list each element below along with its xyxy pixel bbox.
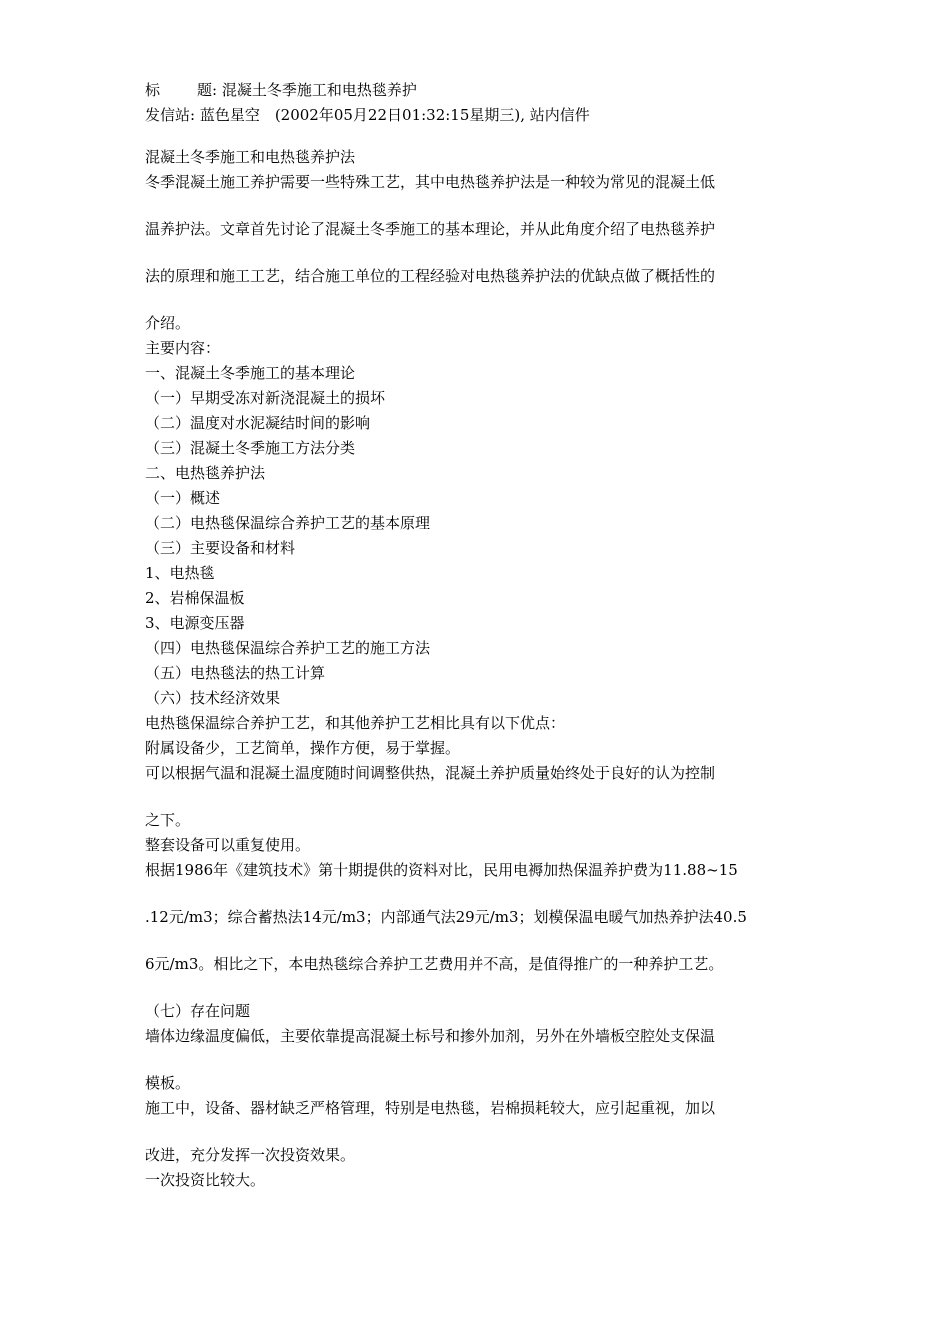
issue-line: 墙体边缘温度偏低，主要依靠提高混凝土标号和掺外加剂，另外在外墙板空腔处支保温 [145, 1027, 716, 1045]
title-value: 混凝土冬季施工和电热毯养护 [221, 81, 417, 99]
intro-line: 法的原理和施工工艺，结合施工单位的工程经验对电热毯养护法的优缺点做了概括性的 [145, 267, 716, 285]
issue-line: 一次投资比较大。 [145, 1171, 266, 1189]
advantage-line: 之下。 [145, 811, 191, 829]
outline-item: 主要内容： [145, 339, 221, 357]
issue-line: 改进，充分发挥一次投资效果。 [145, 1146, 356, 1164]
outline-item: 2、岩棉保温板 [145, 589, 245, 607]
outline-item: （二）温度对水泥凝结时间的影响 [145, 414, 371, 432]
outline-item: （三）主要设备和材料 [145, 539, 296, 557]
outline-item: （三）混凝土冬季施工方法分类 [145, 439, 356, 457]
outline-item: 3、电源变压器 [145, 614, 245, 632]
outline-item: （二）电热毯保温综合养护工艺的基本原理 [145, 514, 431, 532]
intro-line: 介绍。 [145, 314, 191, 332]
outline-item: （六）技术经济效果 [145, 689, 281, 707]
intro-line: 冬季混凝土施工养护需要一些特殊工艺，其中电热毯养护法是一种较为常见的混凝土低 [145, 173, 716, 191]
document-page [145, 78, 805, 1193]
outline-item: （五）电热毯法的热工计算 [145, 664, 326, 682]
outline-item: （四）电热毯保温综合养护工艺的施工方法 [145, 639, 431, 657]
cost-line: 根据1986年《建筑技术》第十期提供的资料对比，民用电褥加热保温养护费为11.88~15 [145, 861, 738, 879]
advantage-line: 可以根据气温和混凝土温度随时间调整供热，混凝土养护质量始终处于良好的认为控制 [145, 764, 716, 782]
advantage-line: 整套设备可以重复使用。 [145, 836, 311, 854]
issue-line: 模板。 [145, 1074, 191, 1092]
outline-item: （一）概述 [145, 489, 221, 507]
intro-line: 温养护法。文章首先讨论了混凝土冬季施工的基本理论，并从此角度介绍了电热毯养护 [145, 220, 716, 238]
issue-line: 施工中，设备、器材缺乏严格管理，特别是电热毯，岩棉损耗较大，应引起重视，加以 [145, 1099, 716, 1117]
outline-item: 一、混凝土冬季施工的基本理论 [145, 364, 356, 382]
from-line: 发信站: 蓝色星空 (2002年05月22日01:32:15星期三), 站内信件 [145, 106, 590, 124]
outline-item: 二、电热毯养护法 [145, 464, 266, 482]
title-line [145, 78, 805, 103]
cost-line: 6元/m3。相比之下，本电热毯综合养护工艺费用并不高，是值得推广的一种养护工艺。 [145, 955, 724, 973]
article-heading: 混凝土冬季施工和电热毯养护法 [145, 148, 356, 166]
outline-item: 电热毯保温综合养护工艺，和其他养护工艺相比具有以下优点： [145, 714, 566, 732]
cost-line: .12元/m3；综合蓄热法14元/m3；内部通气法29元/m3；划模保温电暖气加热养护法40.5 [145, 908, 747, 926]
issues-heading: （七）存在问题 [145, 1002, 251, 1020]
title-label-a: 标 [145, 81, 161, 99]
title-label-b: 题: [197, 81, 218, 99]
outline-item: 附属设备少，工艺简单，操作方便，易于掌握。 [145, 739, 461, 757]
outline-item: （一）早期受冻对新浇混凝土的损坏 [145, 389, 386, 407]
outline-item: 1、电热毯 [145, 564, 215, 582]
